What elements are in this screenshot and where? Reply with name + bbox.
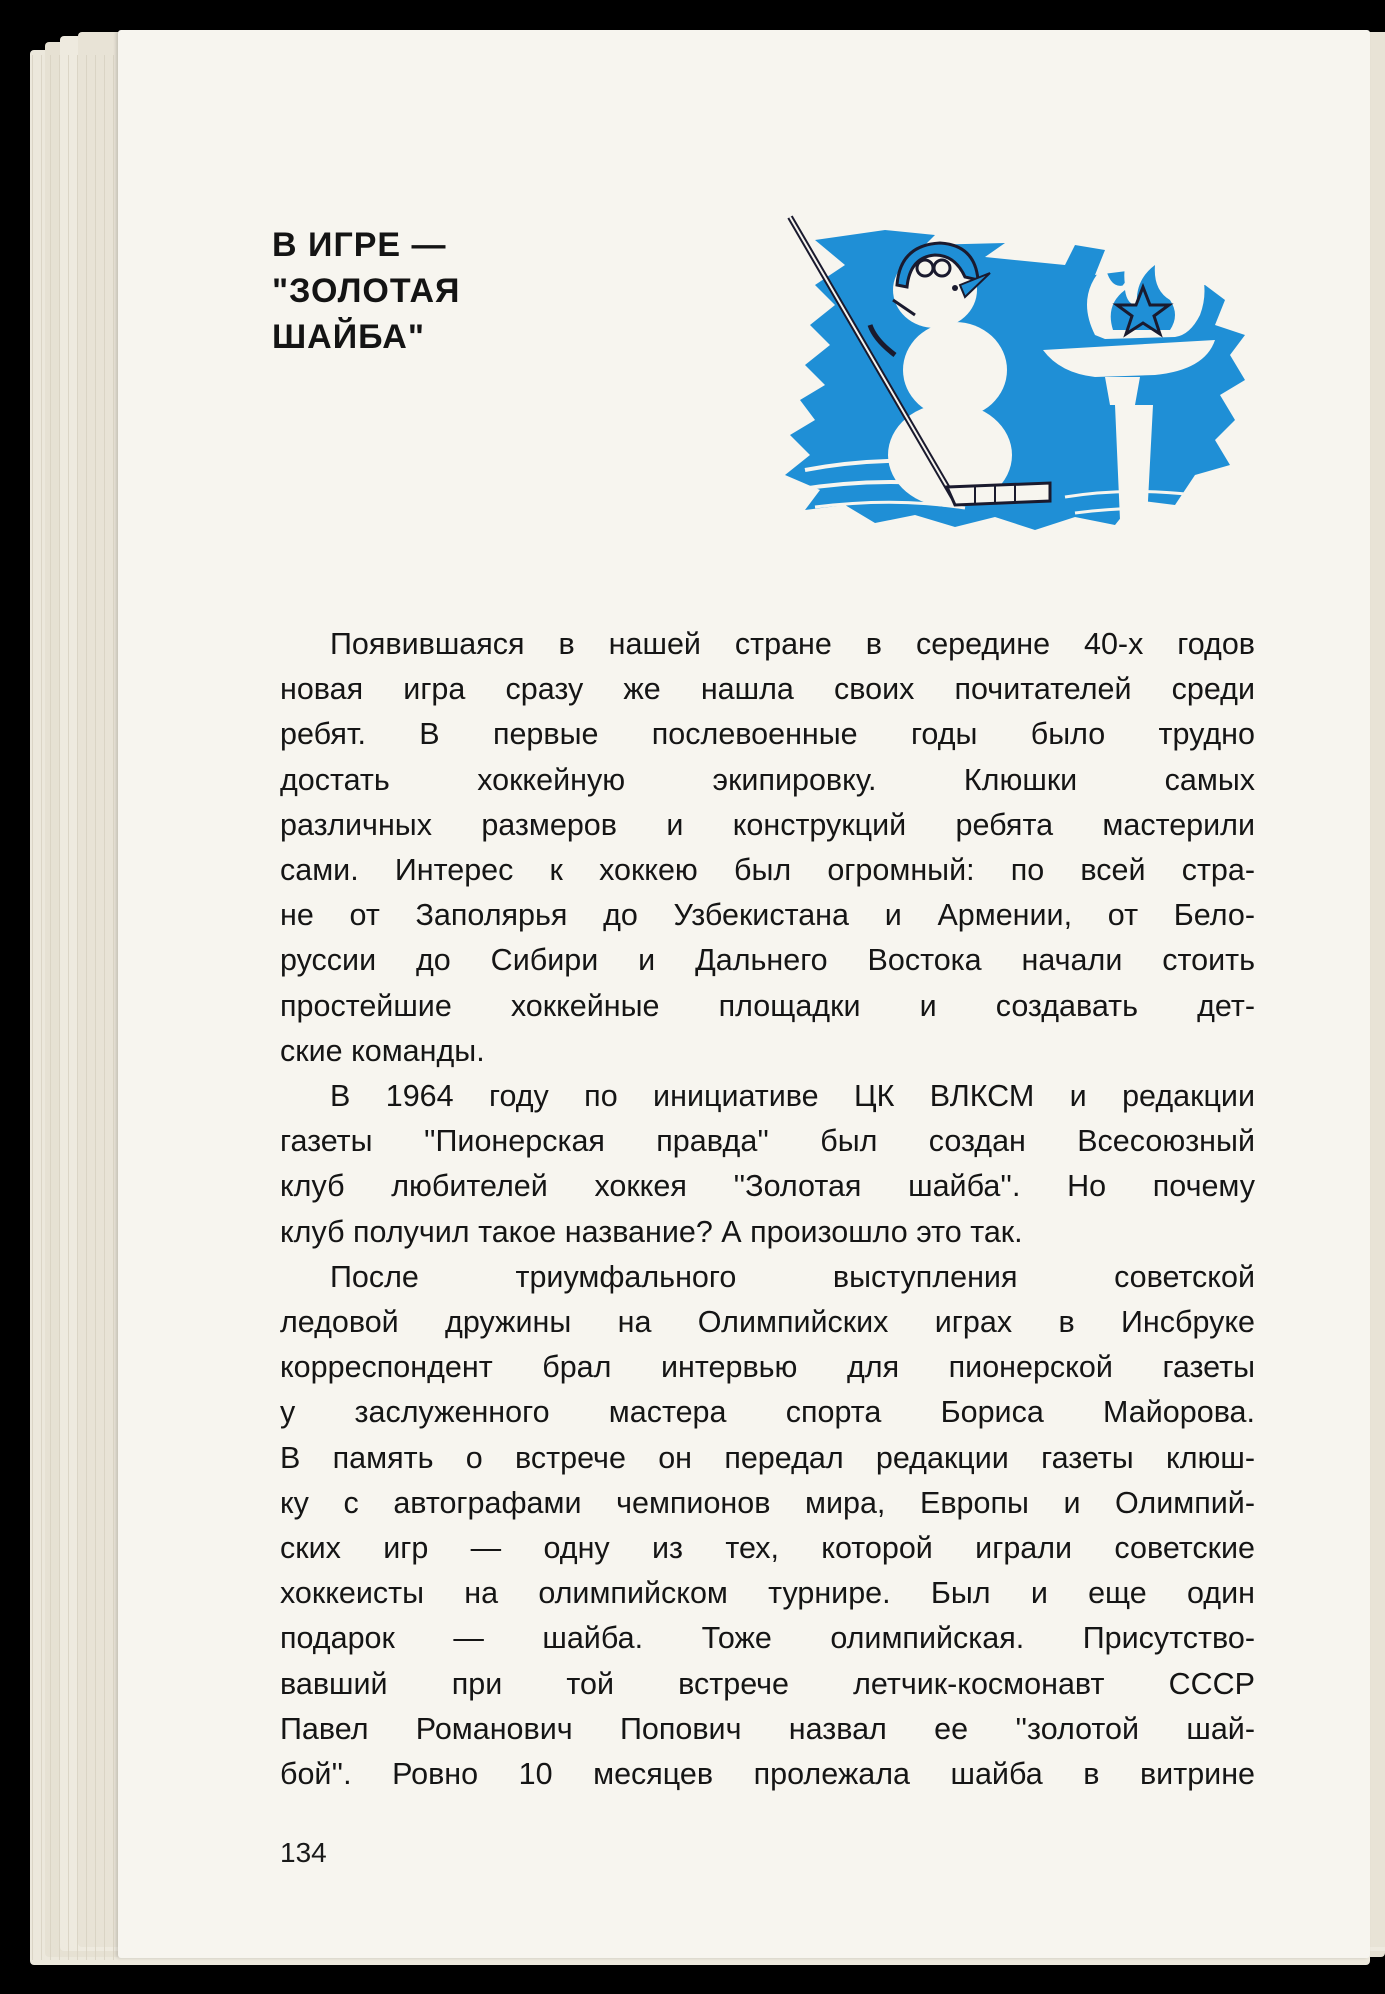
- text-line: у заслуженного мастера спорта Бориса Майорова.: [280, 1395, 1255, 1430]
- text-line: газеты ''Пионерская правда'' был создан Всесоюзный: [280, 1124, 1255, 1159]
- text-line: После триумфального выступления советской: [330, 1259, 1255, 1294]
- text-line: бой''. Ровно 10 месяцев пролежала шайба в витрине: [280, 1757, 1255, 1792]
- text-line: Павел Романович Попович назвал ее ''золотой шай-: [280, 1711, 1255, 1746]
- text-line: ребят. В первые послевоенные годы было трудно: [280, 717, 1255, 752]
- page-number: 134: [280, 1837, 327, 1868]
- text-line: клуб любителей хоккея ''Золотая шайба''. Но почему: [280, 1169, 1255, 1204]
- text-line: достать хоккейную экипировку. Клюшки самых: [280, 762, 1255, 797]
- text-line: ку с автографами чемпионов мира, Европы и Олимпий-: [280, 1485, 1255, 1520]
- chapter-title: [272, 222, 461, 360]
- text-line: руссии до Сибири и Дальнего Востока начали стоить: [280, 943, 1255, 978]
- text-line: клуб получил такое название? А произошло это так.: [280, 1214, 1023, 1249]
- text-line: ских игр — одну из тех, которой играли советские: [280, 1531, 1255, 1566]
- text-line: ледовой дружины на Олимпийских играх в Инсбруке: [280, 1305, 1255, 1340]
- text-line: хоккеисты на олимпийском турнире. Был и еще один: [280, 1576, 1255, 1611]
- text-line: ские команды.: [280, 1033, 485, 1068]
- text-line: Появившаяся в нашей стране в середине 40-х годов: [330, 627, 1255, 661]
- text-line: сами. Интерес к хоккею был огромный: по всей стра-: [280, 853, 1255, 888]
- text-line: вавший при той встрече летчик-космонавт СССР: [280, 1666, 1255, 1701]
- text-line: новая игра сразу же нашла своих почитателей среди: [280, 672, 1255, 707]
- title-line: В ИГРЕ —: [272, 226, 447, 264]
- text-line: В 1964 году по инициативе ЦК ВЛКСМ и редакции: [330, 1079, 1255, 1114]
- title-line: ШАЙБА": [272, 318, 425, 356]
- body-text: [280, 622, 1255, 1797]
- text-line: В память о встрече он передал редакции газеты клюш-: [280, 1440, 1255, 1475]
- text-line: не от Заполярья до Узбекистана и Армении, от Бело-: [280, 898, 1255, 933]
- text-line: различных размеров и конструкций ребята мастерили: [280, 807, 1255, 842]
- title-line: "ЗОЛОТАЯ: [272, 272, 461, 310]
- text-line: корреспондент брал интервью для пионерской газеты: [280, 1350, 1255, 1385]
- page-edges: [32, 55, 122, 1960]
- chapter-illustration: [775, 205, 1255, 540]
- text-line: простейшие хоккейные площадки и создавать дет-: [280, 988, 1255, 1023]
- text-line: подарок — шайба. Тоже олимпийская. Присутство-: [280, 1621, 1255, 1656]
